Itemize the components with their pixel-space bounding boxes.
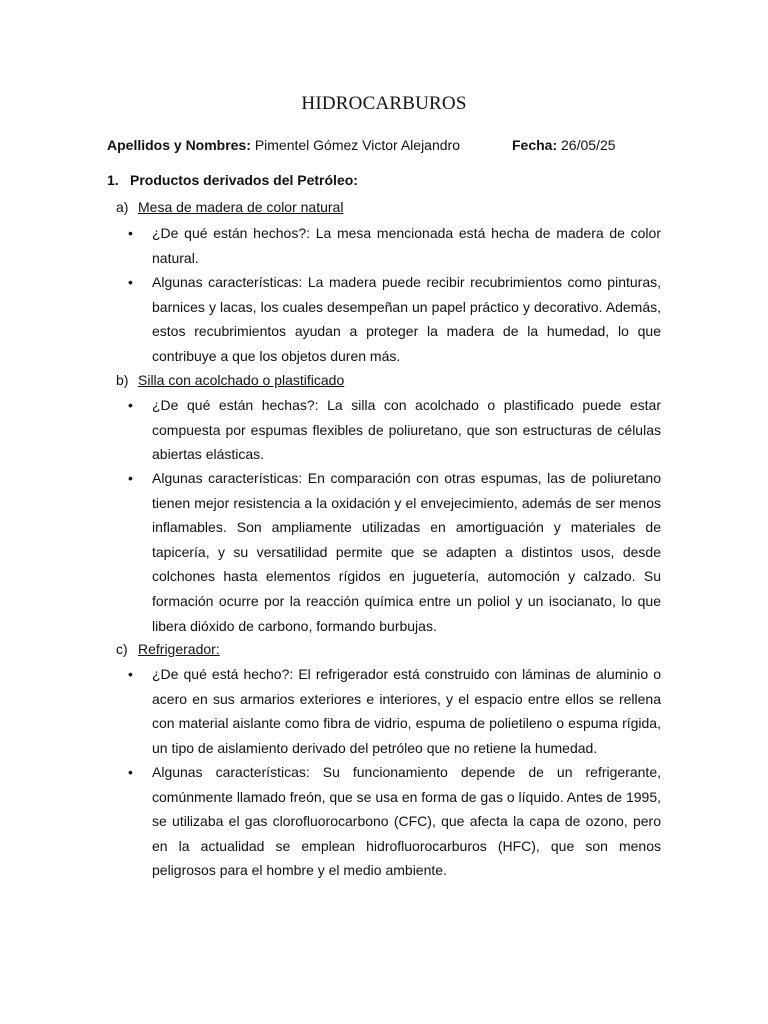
page-title: HIDROCARBUROS (301, 93, 467, 114)
bullet-icon: • (128, 764, 133, 780)
bullet-text: Algunas características: La madera puede recibir recubrimientos como pinturas, barnices y lacas, los cuales desempeñan un papel práctico y decorativo. Además, estos recubrimientos ayudan a proteger la madera de la humedad, lo que contribuye a que los objetos duren más. (152, 274, 661, 364)
name-value: Pimentel Gómez Victor Alejandro (254, 137, 460, 153)
bullet-text: ¿De qué están hechas?: La silla con acolchado o plastificado puede estar compuesta por espumas flexibles de poliuretano, que son estructuras de células abiertas elásticas. (152, 397, 661, 463)
item-a-heading (116, 199, 343, 216)
item-c-heading (116, 641, 220, 658)
bullet-text: Algunas características: En comparación con otras espumas, las de poliuretano tienen mejor resistencia a la oxidación y el envejecimiento, además de ser menos inflamables. Son ampliamente utilizadas en amortiguación y materiales de tapicería, y su versatilidad permite que se adapten a distintos usos, desde colchones hasta elementos rígidos en juguetería, automoción y calzado. Su formación ocurre por la reacción química entre un poliol y un isocianato, lo que libera dióxido de carbono, formando burbujas. (152, 470, 661, 634)
name-label: Apellidos y Nombres: (107, 137, 251, 153)
item-title: Mesa de madera de color natural (138, 199, 344, 215)
bullet-icon: • (128, 225, 133, 241)
item-title: Silla con acolchado o plastificado (138, 372, 345, 388)
date-value: 26/05/25 (561, 137, 616, 153)
bullet-icon: • (128, 397, 133, 413)
item-b-heading (116, 372, 344, 389)
bullet-icon: • (128, 666, 133, 682)
item-letter: a) (116, 199, 129, 215)
item-letter: c) (116, 641, 128, 657)
section-heading (107, 172, 358, 189)
item-title: Refrigerador: (138, 641, 220, 657)
bullet-text: ¿De qué está hecho?: El refrigerador está construido con láminas de aluminio o acero en sus armarios exteriores e interiores, y el espacio entre ellos se rellena con material aislante como fibra de vidrio, espuma de polietileno o espuma rígida, un tipo de aislamiento derivado del petróleo que no retiene la humedad. (152, 666, 661, 756)
date-label: Fecha: (512, 137, 558, 153)
bullet-text: ¿De qué están hechos?: La mesa mencionada está hecha de madera de color natural. (152, 225, 661, 266)
section-number: 1. (107, 172, 119, 188)
name-line (107, 137, 460, 154)
bullet-text: Algunas características: Su funcionamiento depende de un refrigerante, comúnmente llamado freón, que se usa en forma de gas o líquido. Antes de 1995, se utilizaba el gas clorofluorocarbono (CFC), que afecta la capa de ozono, pero en la actualidad se emplean hidrofluorocarburos (HFC), que son menos peligrosos para el hombre y el medio ambiente. (152, 764, 661, 879)
date-line (512, 137, 616, 154)
bullet-icon: • (128, 470, 133, 486)
section-title: Productos derivados del Petróleo: (130, 172, 358, 188)
item-letter: b) (116, 372, 129, 388)
bullet-icon: • (128, 274, 133, 290)
